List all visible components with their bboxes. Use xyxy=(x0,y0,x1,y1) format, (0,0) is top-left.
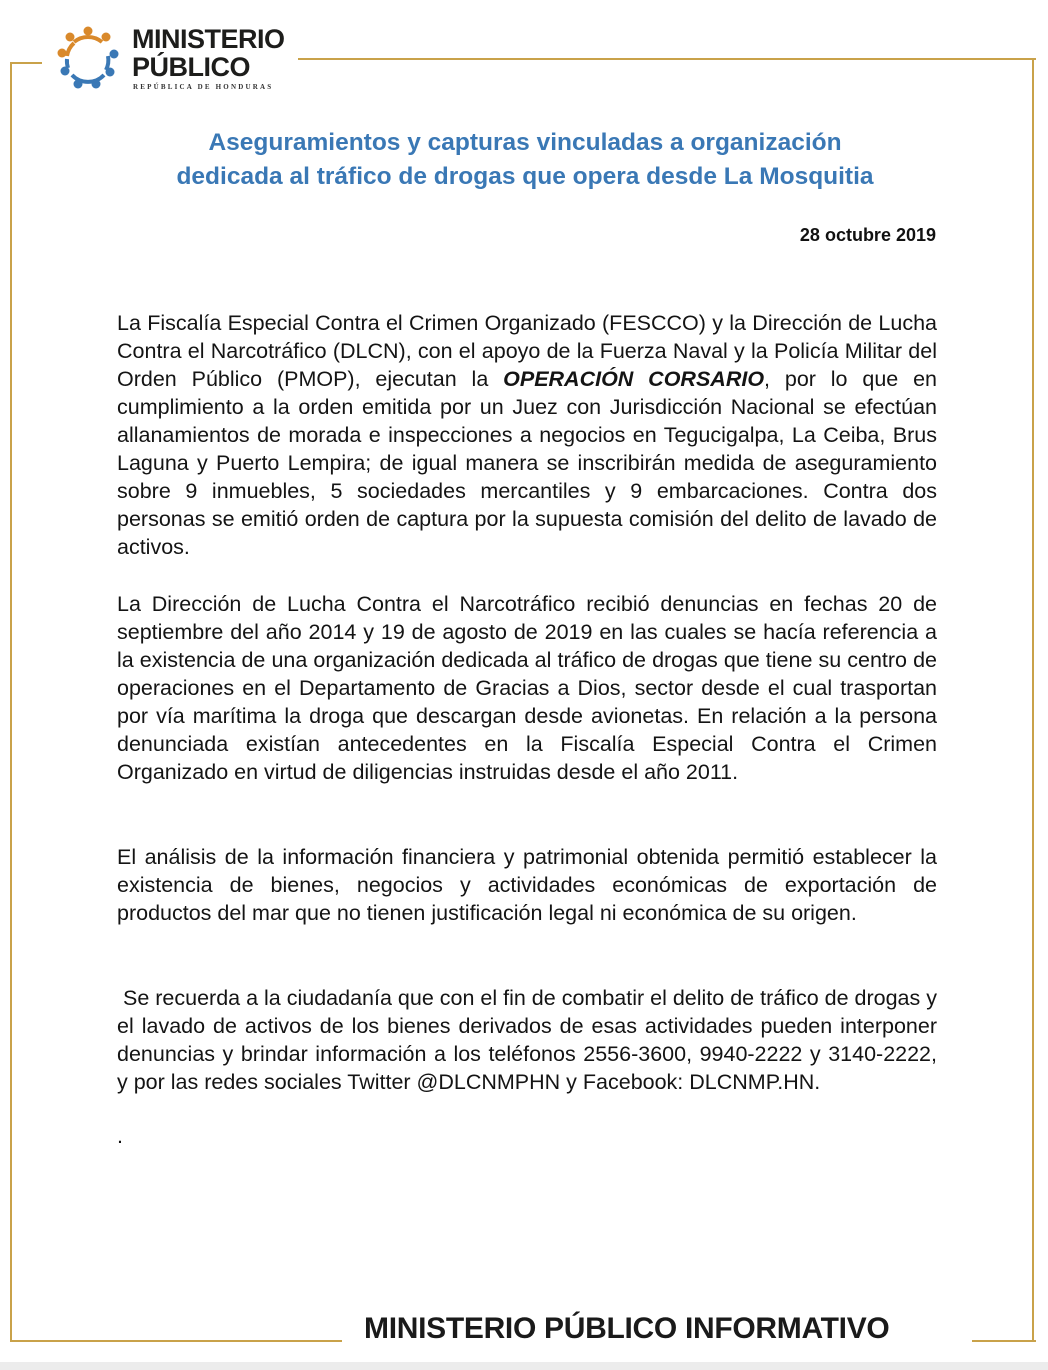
logo-text-line1: MINISTERIO xyxy=(132,24,285,54)
bottom-strip xyxy=(0,1362,1048,1370)
paragraph-1 xyxy=(117,309,937,561)
logo-subtitle: REPÚBLICA DE HONDURAS xyxy=(133,83,274,91)
paragraph-3: El análisis de la información financiera y patrimonial obtenida permitió establecer la existencia de bienes, negocios y actividades económicas de exportación de productos del mar que no tienen justificación legal ni económica de su origen. xyxy=(117,845,937,925)
title-line-1: Aseguramientos y capturas vinculadas a organización xyxy=(208,129,842,156)
frame-bottom-left-border xyxy=(10,1340,342,1342)
paragraph-2: La Dirección de Lucha Contra el Narcotráfico recibió denuncias en fechas 20 de septiembre del año 2014 y 19 de agosto de 2019 en las cuales se hacía referencia a la existencia de una organización dedicada al tráfico de drogas que tiene su centro de operaciones en el Departamento de Gracias a Dios, sector desde el cual trasportan por vía marítima la droga que descargan desde avionetas. En relación a la persona denunciada existían antecedentes en la Fiscalía Especial Contra el Crimen Organizado en virtud de diligencias instruidas desde el año 2011. xyxy=(117,592,937,784)
trailing-dot: . xyxy=(117,1124,123,1148)
paragraph-1-rest: , por lo que en cumplimiento a la orden emitida por un Juez con Jurisdicción Nacional se efectúan allanamientos de morada e inspecciones a negocios en Tegucigalpa, La Ceiba, Brus Laguna y Puerto Lempira; de igual manera se inscribirán medida de aseguramiento sobre 9 inmuebles, 5 sociedades mercantiles y 9 embarcaciones. Contra dos personas se emitió orden de captura por la supuesta comisión del delito de lavado de activos. xyxy=(117,367,937,559)
people-circle-icon xyxy=(50,24,126,94)
press-release-title xyxy=(60,126,990,194)
frame-top-left-border xyxy=(10,62,42,64)
logo-text-line2: PÚBLICO xyxy=(132,52,250,82)
frame-left-border xyxy=(10,62,12,1342)
ministerio-publico-logo xyxy=(50,20,290,96)
release-date: 28 octubre 2019 xyxy=(799,225,936,245)
operation-name: OPERACIÓN CORSARIO xyxy=(503,367,765,391)
frame-right-border xyxy=(1032,58,1034,1342)
title-line-2: dedicada al tráfico de drogas que opera desde La Mosquitia xyxy=(176,163,874,190)
paragraph-4: Se recuerda a la ciudadanía que con el fin de combatir el delito de tráfico de drogas y el lavado de activos de los bienes derivados de esas actividades pueden interponer denuncias y brindar información a los teléfonos 2556-3600, 9940-2222 y 3140-2222, y por las redes sociales Twitter @DLCNMPHN y Facebook: DLCNMP.HN. xyxy=(117,986,943,1094)
frame-bottom-right-border xyxy=(972,1340,1036,1342)
paragraph-1-intro: La Fiscalía Especial Contra el Crimen Organizado (FESCCO) y la Dirección de Lucha Contra el Narcotráfico (DLCN), con el apoyo de la Fuerza Naval y la Policía Militar del Orden Público (PMOP), ejecutan la xyxy=(117,311,937,391)
frame-top-right-border xyxy=(298,58,1036,60)
footer-title: MINISTERIO PÚBLICO INFORMATIVO xyxy=(364,1312,890,1345)
